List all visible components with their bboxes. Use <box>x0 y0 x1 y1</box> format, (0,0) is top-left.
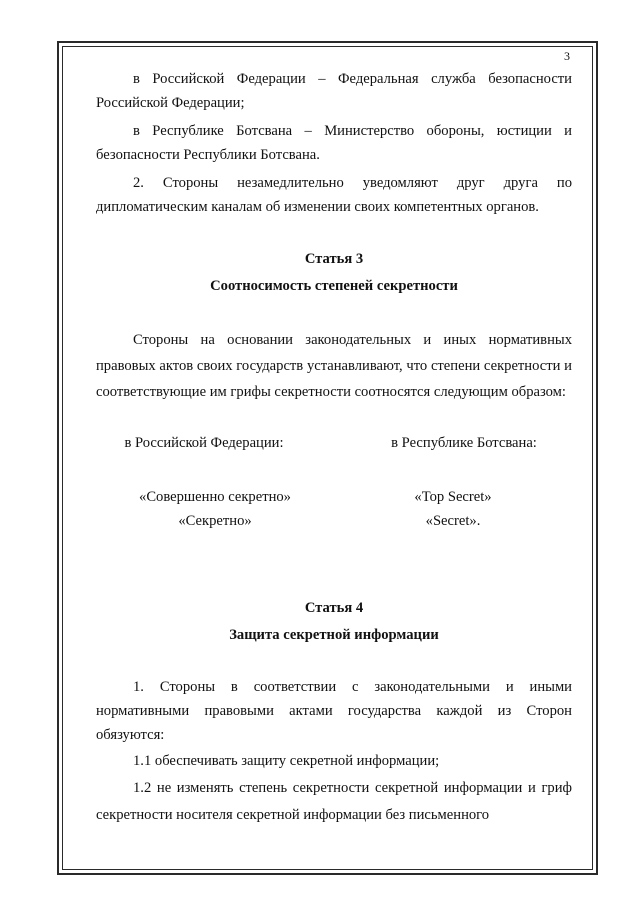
article-4-paragraph-1: 1. Стороны в соответствии с законодательными и иными нормативными правовыми актами государства каждой из Сторон обязуются: <box>96 679 572 743</box>
botswana-column-header: в Республике Ботсвана: <box>391 435 537 451</box>
botswana-level-secret: «Secret». <box>425 513 481 529</box>
page-number: 3 <box>564 49 570 63</box>
document-body <box>96 67 572 829</box>
paragraph-fsb: в Российской Федерации – Федеральная служба безопасности Российской Федерации; <box>96 71 572 111</box>
article-3-intro: Стороны на основании законодательных и иных нормативных правовых актов своих государств устанавливают, что степени секретности и соответствующие им грифы секретности соотносятся следующим образом: <box>96 332 572 400</box>
article-4-paragraph-1-2: 1.2 не изменять степень секретности секретной информации и гриф секретности носителя секретной информации без письменного <box>96 780 572 823</box>
paragraph-notification: 2. Стороны незамедлительно уведомляют друг друга по дипломатическим каналам об изменении своих компетентных органов. <box>96 175 572 215</box>
botswana-column <box>334 431 572 533</box>
russia-column <box>96 431 334 533</box>
secrecy-correspondence-table <box>96 431 572 533</box>
russia-level-secret: «Секретно» <box>178 513 252 529</box>
article-3-title: Соотносимость степеней секретности <box>210 278 458 294</box>
botswana-level-top-secret: «Top Secret» <box>414 489 492 505</box>
article-4-number: Статья 4 <box>304 600 364 616</box>
article-4-title: Защита секретной информации <box>229 627 439 643</box>
article-4-paragraph-1-1: 1.1 обеспечивать защиту секретной информации; <box>133 753 440 769</box>
russia-column-header: в Российской Федерации: <box>124 435 284 451</box>
russia-level-top-secret: «Совершенно секретно» <box>139 489 291 505</box>
paragraph-botswana-ministry: в Республике Ботсвана – Министерство обороны, юстиции и безопасности Республики Ботсвана. <box>96 123 572 163</box>
article-3-number: Статья 3 <box>304 251 364 267</box>
